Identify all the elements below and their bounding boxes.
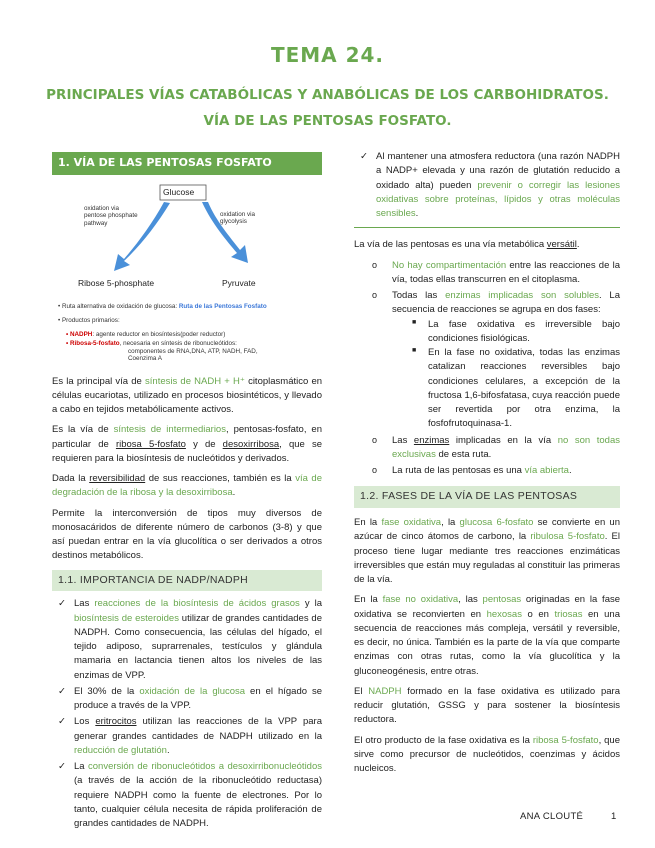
list-item: o Las enzimas implicadas en la vía no son todas exclusivas de esta ruta. <box>372 434 620 460</box>
check-icon: ✓ <box>58 598 66 610</box>
subtitle-line-1: PRINCIPALES VÍAS CATABÓLICAS Y ANABÓLICAS DE LOS CARBOHIDRATOS. <box>46 87 609 103</box>
ribose-label: Ribose 5-phosphate <box>78 277 155 288</box>
page-subtitle <box>20 82 635 134</box>
list-item: ✓ Los eritrocitos utilizan las reacciones de la VPP para generar grandes cantidades de NADPH utilizado en la reducción de glutatión. <box>58 716 322 756</box>
list-item: ■ La fase oxidativa es irreversible bajo condiciones fisiológicas. <box>412 318 620 344</box>
left-column <box>52 152 322 833</box>
figure-nadph: • NADPH: agente reductor en biosíntesis(poder reductor) <box>66 330 226 338</box>
list-item: o No hay compartimentación entre las reacciones de la vía, todas ellas transcurren en el citoplasma. <box>372 259 620 285</box>
subsection-heading: 1.2. FASES DE LA VÍA DE LAS PENTOSAS <box>354 486 620 508</box>
circle-bullet-icon: o <box>372 259 378 270</box>
paragraph: El otro producto de la fase oxidativa es la ribosa 5-fosfato, que sirve como precursor de nucleótidos, coenzimas y ácidos nucleicos. <box>354 734 620 774</box>
check-icon: ✓ <box>360 151 368 162</box>
subsection-heading: 1.1. IMPORTANCIA DE NADP/NADPH <box>52 570 322 592</box>
oxidation-ppp-label: oxidation via pentose phosphate pathway <box>84 204 138 228</box>
pyruvate-label: Pyruvate <box>222 277 256 288</box>
subtitle-line-2: VÍA DE LAS PENTOSAS FOSFATO. <box>203 113 452 129</box>
figure-components: componentes de RNA,DNA, ATP, NADH, FAD, Coenzima A <box>128 347 258 363</box>
footer-author: ANA CLOUTÉ <box>520 811 584 822</box>
paragraph: La vía de las pentosas es una vía metabólica versátil. <box>354 239 580 251</box>
circle-bullet-icon: o <box>372 290 378 300</box>
figure-ribose: • Ribosa-5-fosfato, necesaria en síntesis de ribonucleótidos: <box>66 339 237 347</box>
figure-bullet-1: • Ruta alternativa de oxidación de glucosa: Ruta de las Pentosas Fosfato <box>58 302 267 310</box>
divider <box>354 227 620 228</box>
circle-bullet-icon: o <box>372 465 378 475</box>
glucose-label: Glucose <box>163 186 195 197</box>
importance-list-continued <box>354 150 620 221</box>
paragraph: Es la vía de síntesis de intermediarios, pentosas-fosfato, en particular de ribosa 5-fosfato y de desoxirribosa, que se requieren para la biosíntesis de nucleótidos y derivados. <box>52 424 322 464</box>
circle-bullet-icon: o <box>372 434 378 445</box>
right-column <box>354 150 620 782</box>
page-title: TEMA 24. <box>270 43 385 67</box>
check-icon: ✓ <box>58 761 66 772</box>
list-item: ✓ Las reacciones de la biosíntesis de ácidos grasos y la biosíntesis de esteroides utilizar de grandes cantidades de NADPH. Como consecuencia, las células del hígado, el tejido adiposo, suprarrenales, testículos y glándula mamaria en lactancia tienen altos los niveles de las enzimas de VPP. <box>58 598 322 681</box>
pentose-pathway-figure <box>52 179 322 365</box>
paragraph: Permite la interconversión de tipos muy diversos de monosacáridos de diferente número de carbonos (3-8) y que así puedan entrar en la vía glucolítica o ser derivados a otros destinos metabólicos. <box>52 507 322 562</box>
phases-sublist <box>392 318 620 432</box>
paragraph: Es la principal vía de síntesis de NADH + H⁺ citoplasmático en células eucariotas, utilizado en procesos biosintéticos, y llevado a cabo en tejidos metabólicamente activos. <box>52 375 323 415</box>
paragraph: En la fase no oxidativa, las pentosas originadas en la fase oxidativa se reconvierten en hexosas o en triosas en una secuencia de reacciones más compleja, versátil y reversible, es decir, no única. También es la parte de la vía que comparte enzimas con otras rutas, como la vía glucolítica y la gluconeogénesis, entre otras. <box>354 594 621 677</box>
importance-list <box>52 597 322 831</box>
paragraph: En la fase oxidativa, la glucosa 6-fosfato se convierte en un azúcar de cinco átomos de carbono, la ribulosa 5-fosfato. El proceso tiene lugar mediante tres reacciones enzimáticas irreversibles que están muy reguladas al constituir las primeras de la vía. <box>354 517 621 585</box>
check-icon: ✓ <box>58 716 66 728</box>
oxidation-glycolysis-label: oxidation via glycolysis <box>220 210 256 226</box>
list-item: ✓ La conversión de ribonucleótidos a desoxirribonucleótidos (a través de la acción de la ribonucleótido reductasa) requiere NADPH como la fuente de electrones. Por lo tanto, cualquier célula necesita de rápida proliferación de grandes cantidades de NADPH. <box>58 761 322 829</box>
square-bullet-icon: ■ <box>412 318 417 326</box>
square-bullet-icon: ■ <box>412 347 417 354</box>
paragraph: Dada la reversibilidad de sus reacciones, también es la vía de degradación de la ribosa y la desoxirribosa. <box>52 473 322 499</box>
figure-bullet-2: • Productos primarios: <box>58 316 120 324</box>
list-item: ■ En la fase no oxidativa, todas las enzimas catalizan reacciones reversibles bajo condiciones celulares, a excepción de la fructosa 1,6-bifosfatasa, cuya reacción puede ser revertida por otra enzima, la fosfofrutoquinasa-1. <box>412 347 620 430</box>
list-item: ✓ Al mantener una atmosfera reductora (una razón NADPH a NADP+ elevada y una razón de glutatión reducido a oxidado alta) pueden prevenir o corregir las lesiones oxidativas sobre proteínas, lípidos y otras moléculas sensibles. <box>360 151 620 219</box>
list-item: o La ruta de las pentosas es una vía abierta. <box>372 465 572 476</box>
paragraph: El NADPH formado en la fase oxidativa es utilizado para reducir glutatión, GSSG y para sostener la biosíntesis reductora. <box>354 685 621 726</box>
list-item: ✓ El 30% de la oxidación de la glucosa en el hígado se produce a través de la VPP. <box>58 685 323 711</box>
check-icon: ✓ <box>58 685 66 697</box>
list-item: o Todas las enzimas implicadas son solubles. La secuencia de reacciones se agrupa en dos fases: ■ La fase oxidativa es irreversible bajo condiciones fisiológicas. ■ En la fase no oxidativa, todas las enzimas catalizan reacciones reversibles bajo condiciones celulares, a excepción de la fructosa 1,6-bifosfatasa, cuya reacción puede ser revertida por otra enzima, la fosfofrutoquinasa-1. <box>372 289 620 432</box>
properties-list <box>354 259 620 479</box>
page-number: 1 <box>611 811 617 822</box>
section-heading: 1. VÍA DE LAS PENTOSAS FOSFATO <box>52 152 322 175</box>
